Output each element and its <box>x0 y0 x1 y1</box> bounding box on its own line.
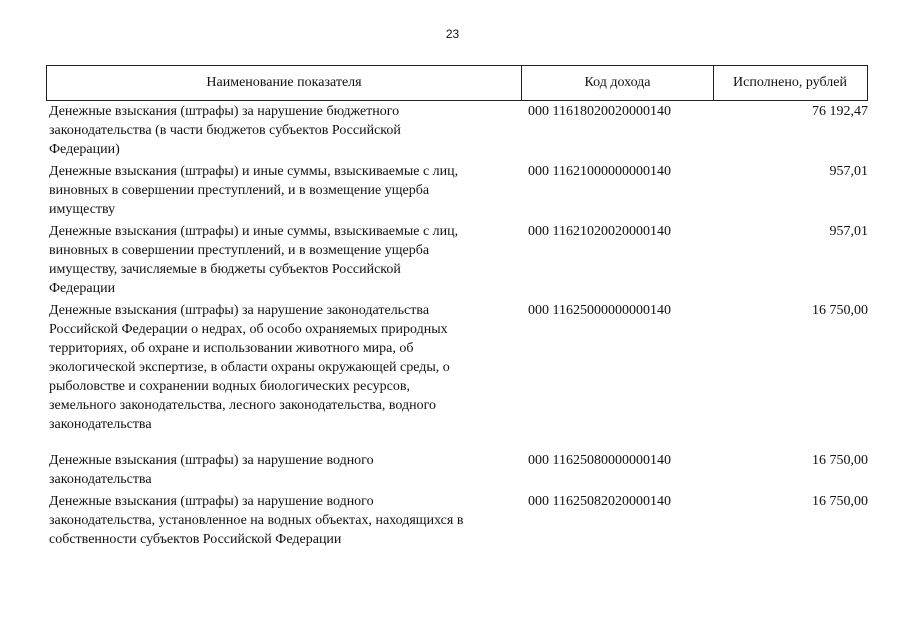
executed-amount: 16 750,00 <box>812 494 868 509</box>
indicator-name <box>46 102 522 159</box>
name-line: территориях, об охране и использовании животного мира, об <box>49 341 414 356</box>
name-line: Денежные взыскания (штрафы) за нарушение водного <box>49 453 374 468</box>
name-line: имуществу, зачисляемые в бюджеты субъектов Российской <box>49 262 401 277</box>
executed-amount: 957,01 <box>829 224 868 239</box>
header-revenue-code: Код дохода <box>522 66 714 100</box>
name-line: Денежные взыскания (штрафы) за нарушение законодательства <box>49 303 430 318</box>
indicator-name <box>46 492 522 549</box>
revenue-code: 000 11621020020000140 <box>528 224 671 239</box>
header-indicator-name: Наименование показателя <box>47 66 522 100</box>
name-line: Денежные взыскания (штрафы) за нарушение водного <box>49 494 374 509</box>
indicator-name <box>46 451 522 489</box>
name-line: Денежные взыскания (штрафы) за нарушение бюджетного <box>49 104 400 119</box>
table-row <box>46 162 868 219</box>
table-header <box>46 65 868 101</box>
table-row <box>46 492 868 549</box>
executed-amount: 76 192,47 <box>812 104 868 119</box>
header-executed: Исполнено, рублей <box>733 75 847 90</box>
indicator-name <box>46 162 522 219</box>
name-line: законодательства <box>49 417 152 432</box>
revenue-code: 000 11625082020000140 <box>528 494 671 509</box>
name-line: Федерации <box>49 281 116 296</box>
page-number: 23 <box>445 27 460 41</box>
revenue-code: 000 11621000000000140 <box>528 164 671 179</box>
executed-amount: 16 750,00 <box>812 303 868 318</box>
name-line: законодательства <box>49 472 152 487</box>
name-line: виновных в совершении преступлений, и в возмещение ущерба <box>49 183 430 198</box>
revenue-code: 000 11618020020000140 <box>528 104 671 119</box>
table-row <box>46 102 868 159</box>
name-line: Российской Федерации о недрах, об особо охраняемых природных <box>49 322 448 337</box>
revenue-table <box>46 65 868 549</box>
indicator-name <box>46 301 522 434</box>
revenue-code: 000 11625000000000140 <box>528 303 671 318</box>
revenue-code: 000 11625080000000140 <box>528 453 671 468</box>
table-row <box>46 451 868 489</box>
name-line: собственности субъектов Российской Федерации <box>49 532 342 547</box>
name-line: имуществу <box>49 202 116 217</box>
name-line: земельного законодательства, лесного законодательства, водного <box>49 398 436 413</box>
table-row <box>46 222 868 298</box>
name-line: Федерации) <box>49 142 120 157</box>
name-line: экологической экспертизе, в области охраны окружающей среды, о <box>49 360 450 375</box>
name-line: законодательства, установленное на водных объектах, находящихся в <box>49 513 464 528</box>
name-line: Денежные взыскания (штрафы) и иные суммы, взыскиваемые с лиц, <box>49 224 459 239</box>
executed-amount: 16 750,00 <box>812 453 868 468</box>
executed-amount: 957,01 <box>829 164 868 179</box>
table-row <box>46 301 868 434</box>
indicator-name <box>46 222 522 298</box>
name-line: Денежные взыскания (штрафы) и иные суммы, взыскиваемые с лиц, <box>49 164 459 179</box>
name-line: законодательства (в части бюджетов субъектов Российской <box>49 123 401 138</box>
name-line: рыболовстве и сохранении водных биологических ресурсов, <box>49 379 410 394</box>
name-line: виновных в совершении преступлений, и в возмещение ущерба <box>49 243 430 258</box>
